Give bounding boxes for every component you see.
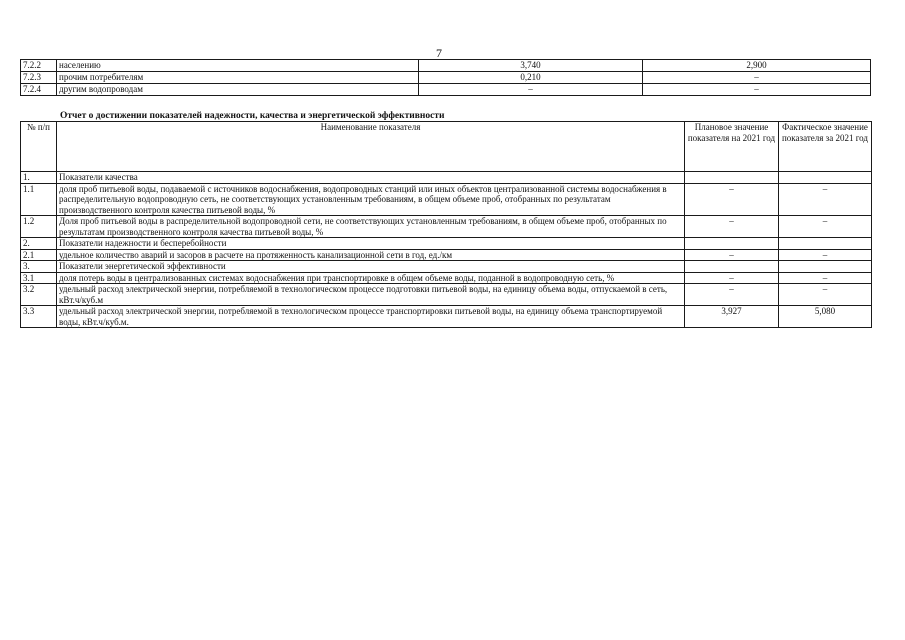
top-table	[20, 59, 871, 96]
fact-value	[779, 261, 872, 273]
row-name: Показатели качества	[57, 172, 685, 184]
table-row	[21, 216, 872, 238]
page-number: 7	[436, 46, 442, 60]
row-number: 1.1	[21, 183, 57, 216]
row-label: прочим потребителям	[57, 72, 419, 84]
fact-value: 5,080	[779, 306, 872, 328]
plan-value	[685, 261, 779, 273]
plan-value: 0,210	[419, 72, 643, 84]
table-row	[21, 84, 871, 96]
plan-value	[685, 238, 779, 250]
indicators-table	[20, 121, 872, 328]
header-row	[21, 122, 872, 172]
table-row	[21, 238, 872, 250]
plan-value: –	[685, 216, 779, 238]
row-number: 7.2.2	[21, 60, 57, 72]
table-row	[21, 284, 872, 306]
row-number: 3.3	[21, 306, 57, 328]
row-name: доля потерь воды в централизованных системах водоснабжения при транспортировке в общем объеме воды, поданной в водопроводную сеть, %	[57, 272, 685, 284]
plan-value: –	[685, 284, 779, 306]
table-row	[21, 183, 872, 216]
plan-value: –	[419, 84, 643, 96]
plan-value: –	[685, 249, 779, 261]
row-number: 7.2.4	[21, 84, 57, 96]
table-row	[21, 60, 871, 72]
fact-value: –	[779, 249, 872, 261]
row-name: Показатели энергетической эффективности	[57, 261, 685, 273]
header-fact: Фактическое значение показателя за 2021 год	[779, 122, 872, 172]
table-row	[21, 272, 872, 284]
row-name: удельное количество аварий и засоров в расчете на протяженность канализационной сети в год, ед./км	[57, 249, 685, 261]
row-label: населению	[57, 60, 419, 72]
row-number: 2.1	[21, 249, 57, 261]
row-name: Показатели надежности и бесперебойности	[57, 238, 685, 250]
fact-value: –	[779, 183, 872, 216]
row-number: 7.2.3	[21, 72, 57, 84]
header-name: Наименование показателя	[57, 122, 685, 172]
fact-value	[779, 172, 872, 184]
plan-value: –	[685, 183, 779, 216]
row-number: 3.1	[21, 272, 57, 284]
plan-value: –	[685, 272, 779, 284]
fact-value: –	[779, 216, 872, 238]
row-name: удельный расход электрической энергии, потребляемой в технологическом процессе транспортировки питьевой воды, на единицу объема транспортируемой воды, кВт.ч/куб.м.	[57, 306, 685, 328]
row-number: 3.2	[21, 284, 57, 306]
plan-value: 3,927	[685, 306, 779, 328]
header-num: № п/п	[21, 122, 57, 172]
table-row	[21, 261, 872, 273]
table-row	[21, 172, 872, 184]
report-title: Отчет о достижении показателей надежности, качества и энергетической эффективности	[60, 111, 445, 121]
table-row	[21, 249, 872, 261]
plan-value: 3,740	[419, 60, 643, 72]
row-label: другим водопроводам	[57, 84, 419, 96]
row-name: доля проб питьевой воды, подаваемой с источников водоснабжения, водопроводных станций или иных объектов централизованной системы водоснабжения в распределительную водопроводную сеть, не соответствующих установленным требованиям, в общем объеме проб, отобранных по результатам производственного контроля качества питьевой воды, %	[57, 183, 685, 216]
row-name: Доля проб питьевой воды в распределительной водопроводной сети, не соответствующих установленным требованиям, в общем объеме проб, отобранных по результатам производственного контроля качества питьевой воды, %	[57, 216, 685, 238]
fact-value	[779, 238, 872, 250]
plan-value	[685, 172, 779, 184]
fact-value: –	[779, 272, 872, 284]
fact-value: –	[779, 284, 872, 306]
fact-value: –	[643, 72, 871, 84]
table-row	[21, 72, 871, 84]
fact-value: 2,900	[643, 60, 871, 72]
table-row	[21, 306, 872, 328]
header-plan: Плановое значение показателя на 2021 год	[685, 122, 779, 172]
row-number: 1.	[21, 172, 57, 184]
row-name: удельный расход электрической энергии, потребляемой в технологическом процессе подготовки питьевой воды, на единицу объема воды, отпускаемой в сеть, кВт.ч/куб.м	[57, 284, 685, 306]
fact-value: –	[643, 84, 871, 96]
row-number: 2.	[21, 238, 57, 250]
row-number: 3.	[21, 261, 57, 273]
row-number: 1.2	[21, 216, 57, 238]
